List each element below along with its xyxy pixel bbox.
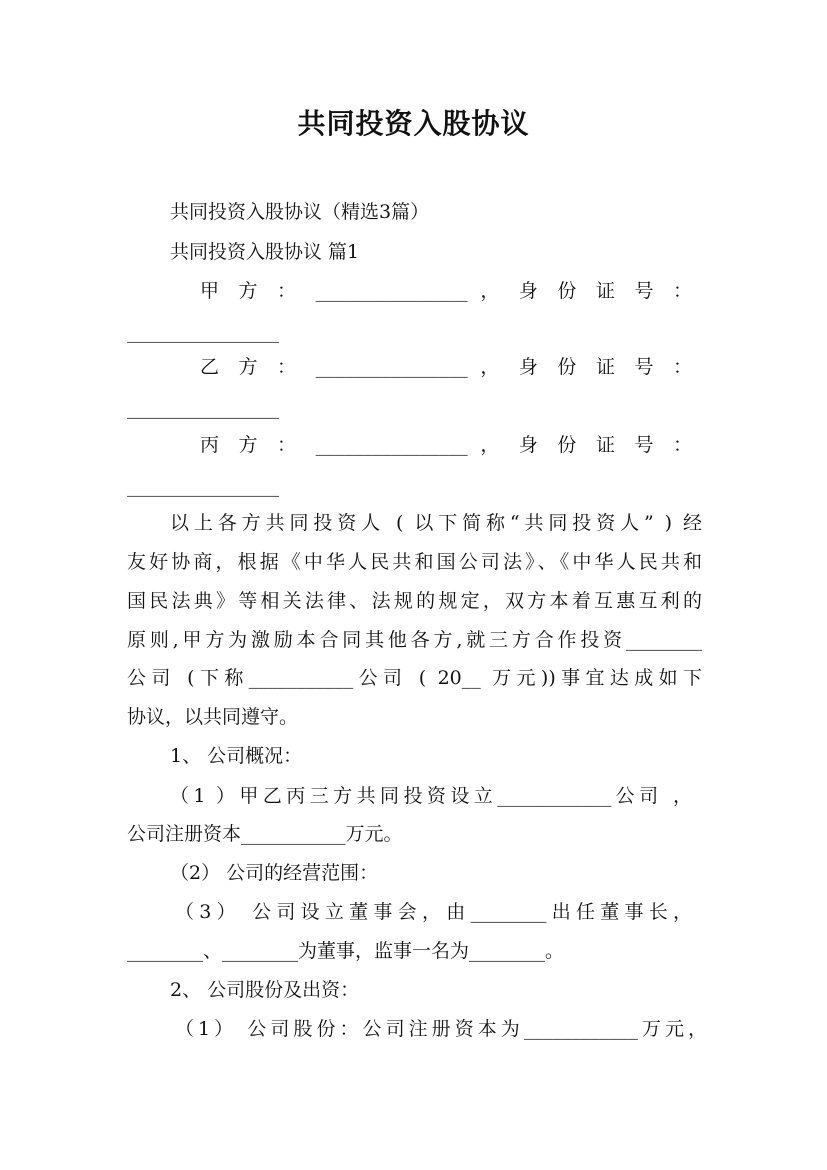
paragraph-line: 公司 (下称___________公司 ( 20__ 万元))事宜达成如下 <box>127 667 702 689</box>
clause-item: （2） 公司的经营范围： <box>170 862 379 884</box>
clause-heading: 2、 公司股份及出资： <box>170 979 360 1001</box>
party-a-line: 甲 方 ： ________________ ， 身 份 证 号 ： <box>200 280 692 302</box>
document-title: 共同投资入股协议 <box>297 107 530 140</box>
paragraph-line: 原则,甲方为激励本合同其他各方,就三方合作投资________ <box>127 629 702 651</box>
party-a-id-blank: ________________ <box>127 321 279 343</box>
party-b-line: 乙 方 ： ________________ ， 身 份 证 号 ： <box>200 356 692 378</box>
paragraph-line: 协议，以共同遵守。 <box>127 706 299 728</box>
clause-item: 公司注册资本___________万元。 <box>127 823 403 845</box>
clause-item: （3） 公司设立董事会，由________出任董事长， <box>175 901 692 923</box>
party-c-line: 丙 方 ： ________________ ， 身 份 证 号 ： <box>200 434 692 456</box>
clause-item: ________、________为董事，监事一名为________。 <box>127 940 565 962</box>
clause-item: （1） 公司股份：公司注册资本为____________万元， <box>175 1018 707 1040</box>
paragraph-line: 以上各方共同投资人 ( 以下简称“共同投资人” ) 经 <box>170 512 702 534</box>
paragraph-line: 友好协商，根据《中华人民共和国公司法》、《中华人民共和 <box>127 551 702 573</box>
party-c-id-blank: ________________ <box>127 475 279 497</box>
section-heading: 共同投资入股协议 篇1 <box>170 241 360 263</box>
subtitle-line: 共同投资入股协议（精选3篇） <box>170 201 430 223</box>
paragraph-line: 国民法典》等相关法律、法规的规定，双方本着互惠互利的 <box>127 590 702 612</box>
party-b-id-blank: ________________ <box>127 397 279 419</box>
clause-item: （1 ）甲乙丙三方共同投资设立____________公司 ， <box>170 785 692 807</box>
clause-heading: 1、 公司概况： <box>170 745 303 767</box>
